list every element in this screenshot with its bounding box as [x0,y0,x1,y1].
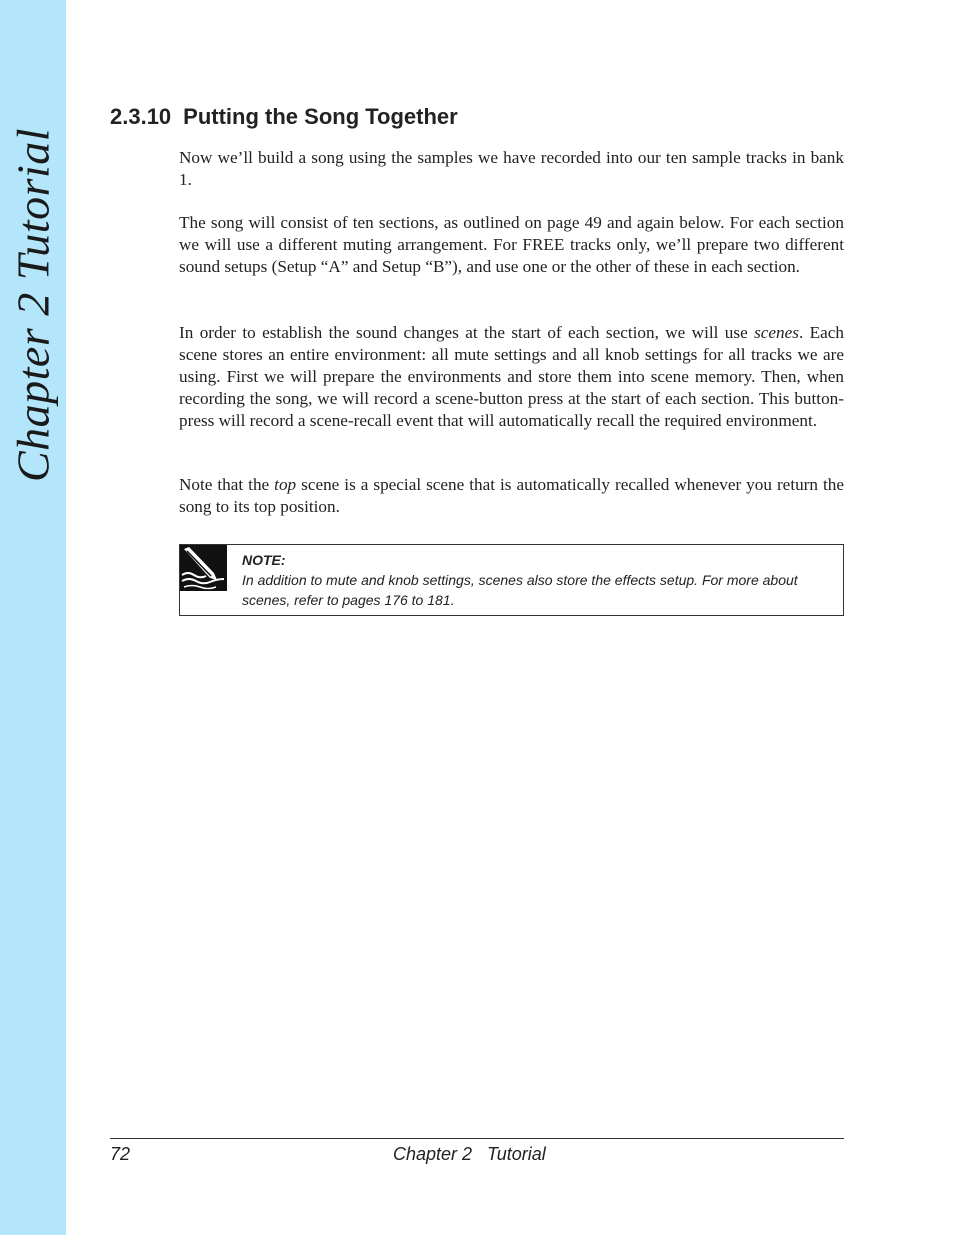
footer-chapter-title: Chapter 2 Tutorial [393,1144,546,1164]
section-number: 2.3.10 [110,104,172,129]
pencil-note-icon [180,545,227,591]
note-text: In addition to mute and knob settings, scenes also store the effects setup. For more about scenes, refer to pages 176 to 181. [242,572,798,608]
footer-divider [110,1138,844,1139]
sidebar-chapter-title: Chapter 2 Tutorial [7,127,59,483]
note-box [179,544,844,616]
section-title: Putting the Song Together [183,104,458,129]
paragraph-sections: The song will consist of ten sections, as outlined on page 49 and again below. For each section we will use a different muting arrangement. For FREE tracks only, we’ll prepare two different sound setups (Setup “A” and Setup “B”), and use one or the other of these in each section. [179,213,844,276]
note-label: NOTE: [242,552,286,568]
paragraph-scenes [179,322,844,432]
section-heading [110,104,458,130]
paragraph-scenes-text-1: In order to establish the sound changes at the start of each section, we will use [179,323,755,342]
paragraph-top-text-1: Note that the [179,475,275,494]
paragraph-top-scene [179,474,844,518]
chapter-sidebar [0,0,66,1235]
paragraph-scenes-emphasis: scenes [754,323,799,342]
paragraph-top-text-2: scene is a special scene that is automatically recalled whenever you return the song to its top position. [179,475,844,516]
footer-page-number: 72 [110,1144,131,1164]
paragraph-scenes-text-2: . Each scene stores an entire environment: all mute settings and all knob settings for all tracks we are using. First we will prepare the environments and store them into scene memory. Then, when recording the song, we will record a scene-button press at the start of each section. This button-press will record a scene-recall event that will automatically recall the required environment. [179,323,844,430]
paragraph-top-emphasis: top [274,475,297,494]
paragraph-intro: Now we’ll build a song using the samples we have recorded into our ten sample tracks in bank 1. [179,148,844,189]
